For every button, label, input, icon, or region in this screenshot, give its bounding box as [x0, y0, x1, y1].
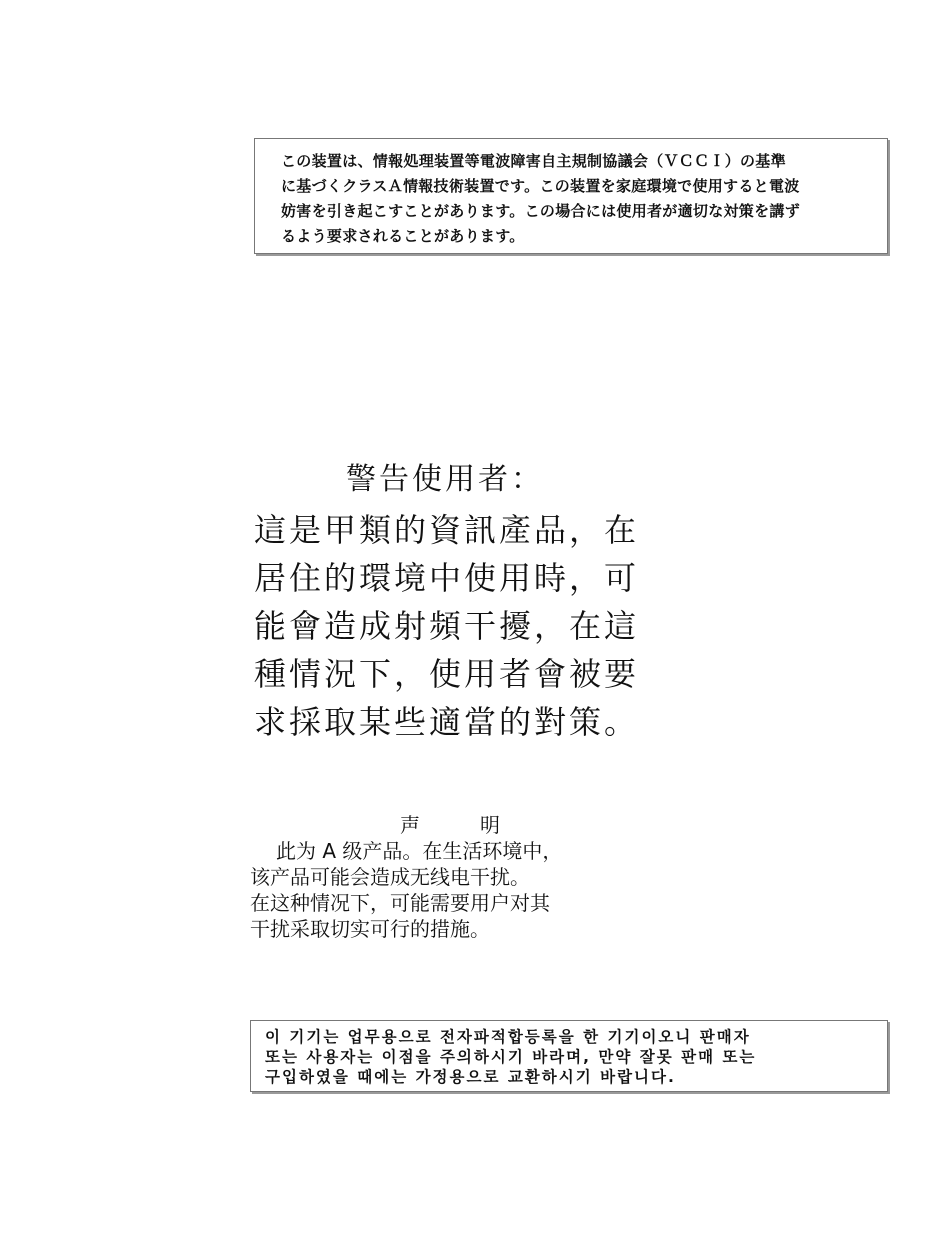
china-statement [250, 812, 670, 942]
korea-notice-line: 이 기기는 업무용으로 전자파적합등록을 한 기기이오니 판매자 [265, 1028, 751, 1046]
taiwan-warning-line: 種情況下，使用者會被要 [254, 655, 640, 693]
taiwan-warning-line: 能會造成射頻干擾，在這 [254, 607, 640, 645]
vcci-notice-line: るよう要求されることがあります。 [281, 227, 525, 245]
taiwan-warning-line: 這是甲類的資訊產品，在 [254, 511, 640, 549]
china-statement-line: 此为 A 级产品。在生活环境中， [276, 839, 563, 863]
taiwan-warning [254, 462, 674, 746]
korea-notice-line: 또는 사용자는 이점을 주의하시기 바라며, 만약 잘못 판매 또는 [265, 1048, 757, 1066]
vcci-notice-line: 妨害を引き起こすことがあります。この場合には使用者が適切な対策を講ず [281, 202, 801, 220]
vcci-notice-line: に基づくクラスＡ情報技術装置です。この装置を家庭環境で使用すると電波 [281, 177, 800, 195]
taiwan-warning-title: 警告使用者： [346, 462, 544, 497]
korea-notice-line: 구입하였을 때에는 가정용으로 교환하시기 바랍니다. [265, 1068, 676, 1086]
taiwan-warning-line: 求採取某些適當的對策。 [254, 703, 640, 741]
china-statement-line: 干扰采取切实可行的措施。 [250, 917, 490, 941]
vcci-notice-line: この装置は、情報処理装置等電波障害自主規制協議会（ＶＣＣＩ）の基準 [281, 152, 786, 170]
vcci-notice-box [254, 138, 888, 254]
taiwan-warning-line: 居住的環境中使用時，可 [254, 559, 640, 597]
china-statement-line: 在这种情况下，可能需要用户对其 [250, 891, 550, 915]
china-statement-line: 该产品可能会造成无线电干扰。 [250, 865, 530, 889]
china-statement-title: 声明 [400, 813, 560, 837]
korea-notice-box [250, 1020, 888, 1092]
